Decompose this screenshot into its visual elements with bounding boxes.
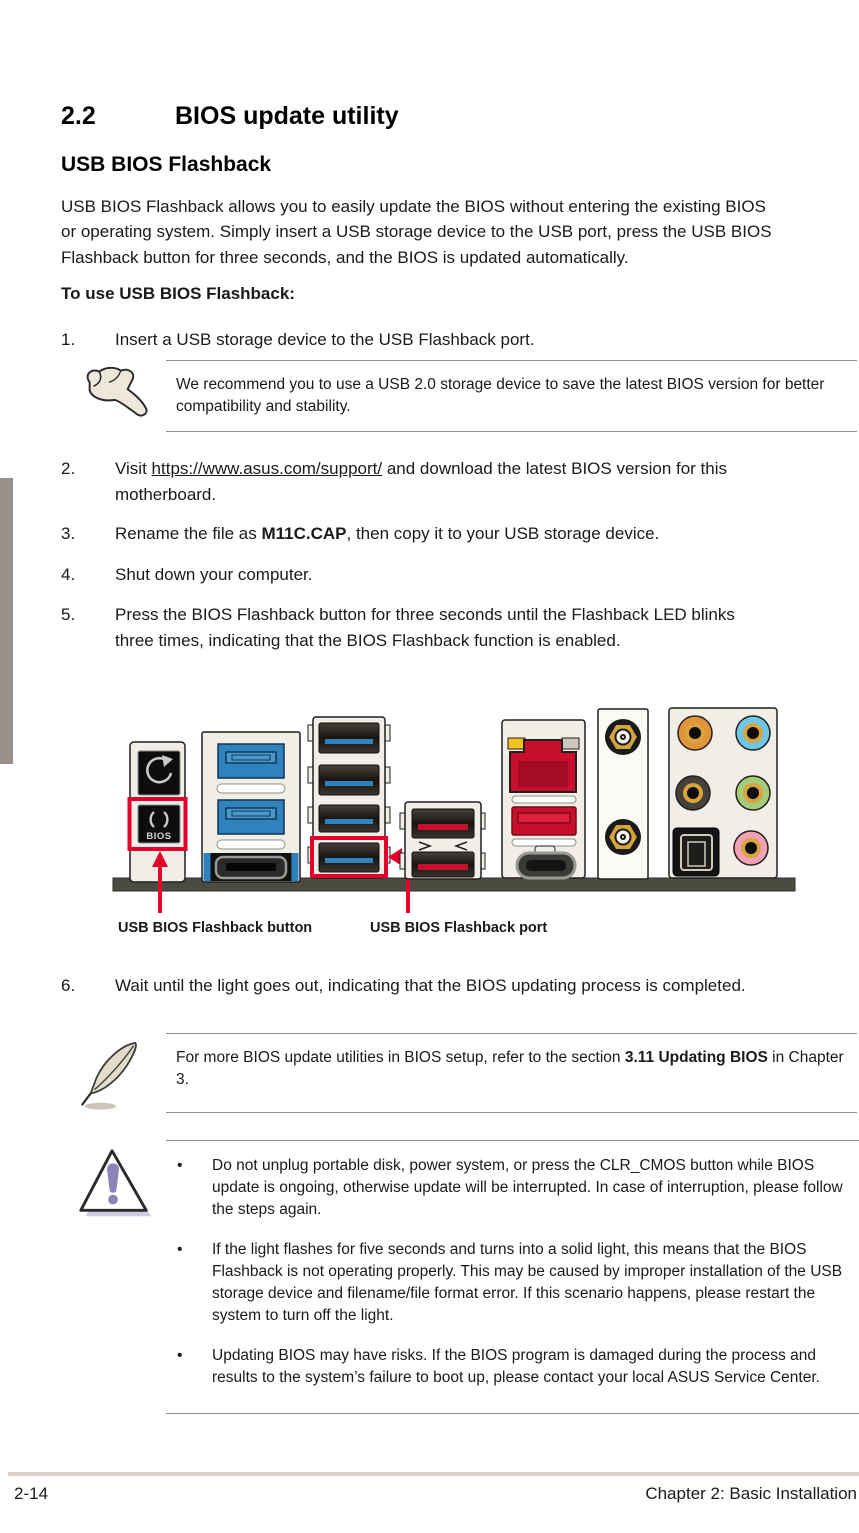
warning-bullet <box>176 1345 852 1389</box>
step-number: 6. <box>61 976 76 996</box>
step-number: 5. <box>61 605 76 625</box>
step-text: Insert a USB storage device to the USB Flashback port. <box>115 329 535 349</box>
page-content <box>61 102 857 1414</box>
support-link[interactable]: https://www.asus.com/support/ <box>151 459 383 479</box>
optical-spdif-port <box>673 828 719 876</box>
step-text-post: and download the latest BIOS version for this motherboard. <box>115 459 728 504</box>
warning-text: Updating BIOS may have risks. If the BIOS program is damaged during the process and results to the system’s failure to boot up, please contact your local ASUS Service Center. <box>212 1346 820 1386</box>
panel-slot <box>217 784 285 793</box>
rear-io-panel-illustration <box>105 695 800 943</box>
audio-jack-orange <box>678 716 712 750</box>
note-box <box>166 1033 857 1113</box>
usb2-port-block <box>400 802 485 879</box>
audio-jack-panel <box>669 708 777 878</box>
step-number: 2. <box>61 459 76 479</box>
note-icon-column <box>61 1033 166 1113</box>
audio-jack-lightblue <box>736 716 770 750</box>
note-icon-column <box>61 360 166 432</box>
note-icon-column <box>61 1140 166 1414</box>
quill-pen-icon <box>75 1037 153 1113</box>
step-6 <box>61 973 857 999</box>
audio-jack-pink <box>734 831 768 865</box>
warning-bullet <box>176 1155 852 1221</box>
warning-triangle-icon <box>73 1144 155 1222</box>
note-text-post: in Chapter 3. <box>176 1048 844 1088</box>
section-number: 2.2 <box>61 102 96 130</box>
note-usb20 <box>61 360 857 432</box>
step-4 <box>61 562 857 588</box>
panel-slot <box>512 796 576 803</box>
audio-jack-black <box>676 776 710 810</box>
subsection-title: USB BIOS Flashback <box>61 152 272 176</box>
lan-usb-panel <box>502 720 585 878</box>
footer-divider <box>8 1472 859 1476</box>
warning-note <box>61 1140 857 1414</box>
chapter-title: Chapter 2: Basic Installation <box>645 1484 857 1503</box>
panel-slot <box>512 839 576 846</box>
warning-bullet <box>176 1239 852 1327</box>
procedure-heading: To use USB BIOS Flashback: <box>61 284 295 304</box>
rear-io-diagram <box>105 695 857 943</box>
audio-jack-green <box>736 776 770 810</box>
page-number: 2-14 <box>14 1484 49 1503</box>
usb-port <box>319 765 379 795</box>
step-text-pre: Visit <box>115 459 152 479</box>
step-text: Shut down your computer. <box>115 564 313 584</box>
note-text: We recommend you to use a USB 2.0 storage device to save the latest BIOS version for better compatibility and stability. <box>176 376 825 416</box>
step-number: 1. <box>61 329 76 349</box>
bios-button-text: BIOS <box>146 831 172 843</box>
lan-speed-led <box>562 738 579 749</box>
usb-port <box>319 723 379 753</box>
flashback-button-label: USB BIOS Flashback button <box>118 920 313 937</box>
intro-paragraph: USB BIOS Flashback allows you to easily update the BIOS without entering the existing BIOS or operating system. Simply insert a USB storage device to the USB port, press the USB BIOS Flashback button for three seconds, and the BIOS is updated automatically. <box>61 196 772 267</box>
usb3-hdmi-panel <box>202 732 300 882</box>
step-1 <box>61 327 857 353</box>
step-3 <box>61 521 857 547</box>
section-ref-bold: 3.11 Updating BIOS <box>624 1048 768 1066</box>
warning-box <box>166 1140 859 1414</box>
antenna-connector <box>605 819 641 855</box>
lan-activity-led <box>508 738 525 749</box>
step-5 <box>61 602 857 653</box>
panel-slot <box>217 840 285 849</box>
step-text-post: , then copy it to your USB storage device. <box>346 524 660 544</box>
note-text-pre: For more BIOS update utilities in BIOS setup, refer to the section <box>176 1048 625 1066</box>
chapter-edge-tab <box>0 478 13 764</box>
warning-text: Do not unplug portable disk, power system, or press the CLR_CMOS button while BIOS update is ongoing, otherwise update will be interrupted. In case of interruption, please follow the steps again. <box>212 1156 843 1218</box>
bullet-glyph: • <box>177 1156 183 1174</box>
step-text: Wait until the light goes out, indicating that the BIOS updating process is completed. <box>115 976 746 996</box>
step-2 <box>61 456 857 507</box>
filename-bold: M11C.CAP <box>261 524 347 544</box>
note-more-utilities <box>61 1033 857 1113</box>
step-number: 4. <box>61 564 76 584</box>
warning-text: If the light flashes for five seconds and turns into a solid light, this means that the BIOS Flashback is not operating properly. This may be caused by improper installation of the USB storage device and filename/file format error. If this scenario happens, please restart the system to turn off the light. <box>212 1240 843 1324</box>
step-text <box>115 521 775 547</box>
step-number: 3. <box>61 524 76 544</box>
bullet-glyph: • <box>177 1346 183 1364</box>
pointing-hand-icon <box>76 364 152 426</box>
antenna-connector <box>605 719 641 755</box>
bullet-glyph: • <box>177 1240 183 1258</box>
step-text <box>115 456 775 507</box>
usb-bios-flashback-port <box>319 843 379 872</box>
note-box <box>166 360 857 432</box>
usb2-port <box>412 809 474 838</box>
note-text <box>176 1047 844 1091</box>
section-heading <box>61 102 857 131</box>
section-title: BIOS update utility <box>175 102 399 130</box>
wifi-antenna-panel <box>598 709 648 879</box>
step-text: Press the BIOS Flashback button for three seconds until the Flashback LED blinks three times, indicating that the BIOS Flashback function is enabled. <box>115 605 735 650</box>
usb-port <box>319 805 379 832</box>
flashback-port-label: USB BIOS Flashback port <box>370 920 548 937</box>
step-text-pre: Rename the file as <box>115 524 262 544</box>
